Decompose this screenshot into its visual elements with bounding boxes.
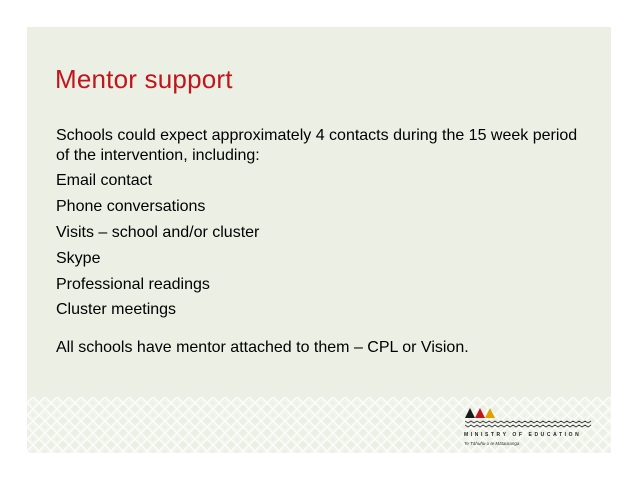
closing-text: All schools have mentor attached to them – CPL or Vision. (56, 338, 469, 356)
list-item: Cluster meetings (56, 301, 177, 319)
slide-title: Mentor support (55, 64, 233, 94)
list-item: Email contact (56, 172, 153, 189)
slide (27, 27, 611, 453)
list-item: Phone conversations (56, 197, 206, 215)
slide-body (56, 126, 586, 357)
list-item: Skype (56, 249, 101, 267)
list-item: Visits – school and/or cluster (56, 223, 260, 241)
intro-text: Schools could expect approximately 4 contacts during the 15 week period of the intervention, including: (56, 127, 578, 164)
logo-subtitle: Te Tāhuhu o te Mātauranga (464, 441, 520, 446)
logo-name: MINISTRY OF EDUCATION (464, 432, 582, 438)
list-item: Professional readings (56, 275, 210, 293)
